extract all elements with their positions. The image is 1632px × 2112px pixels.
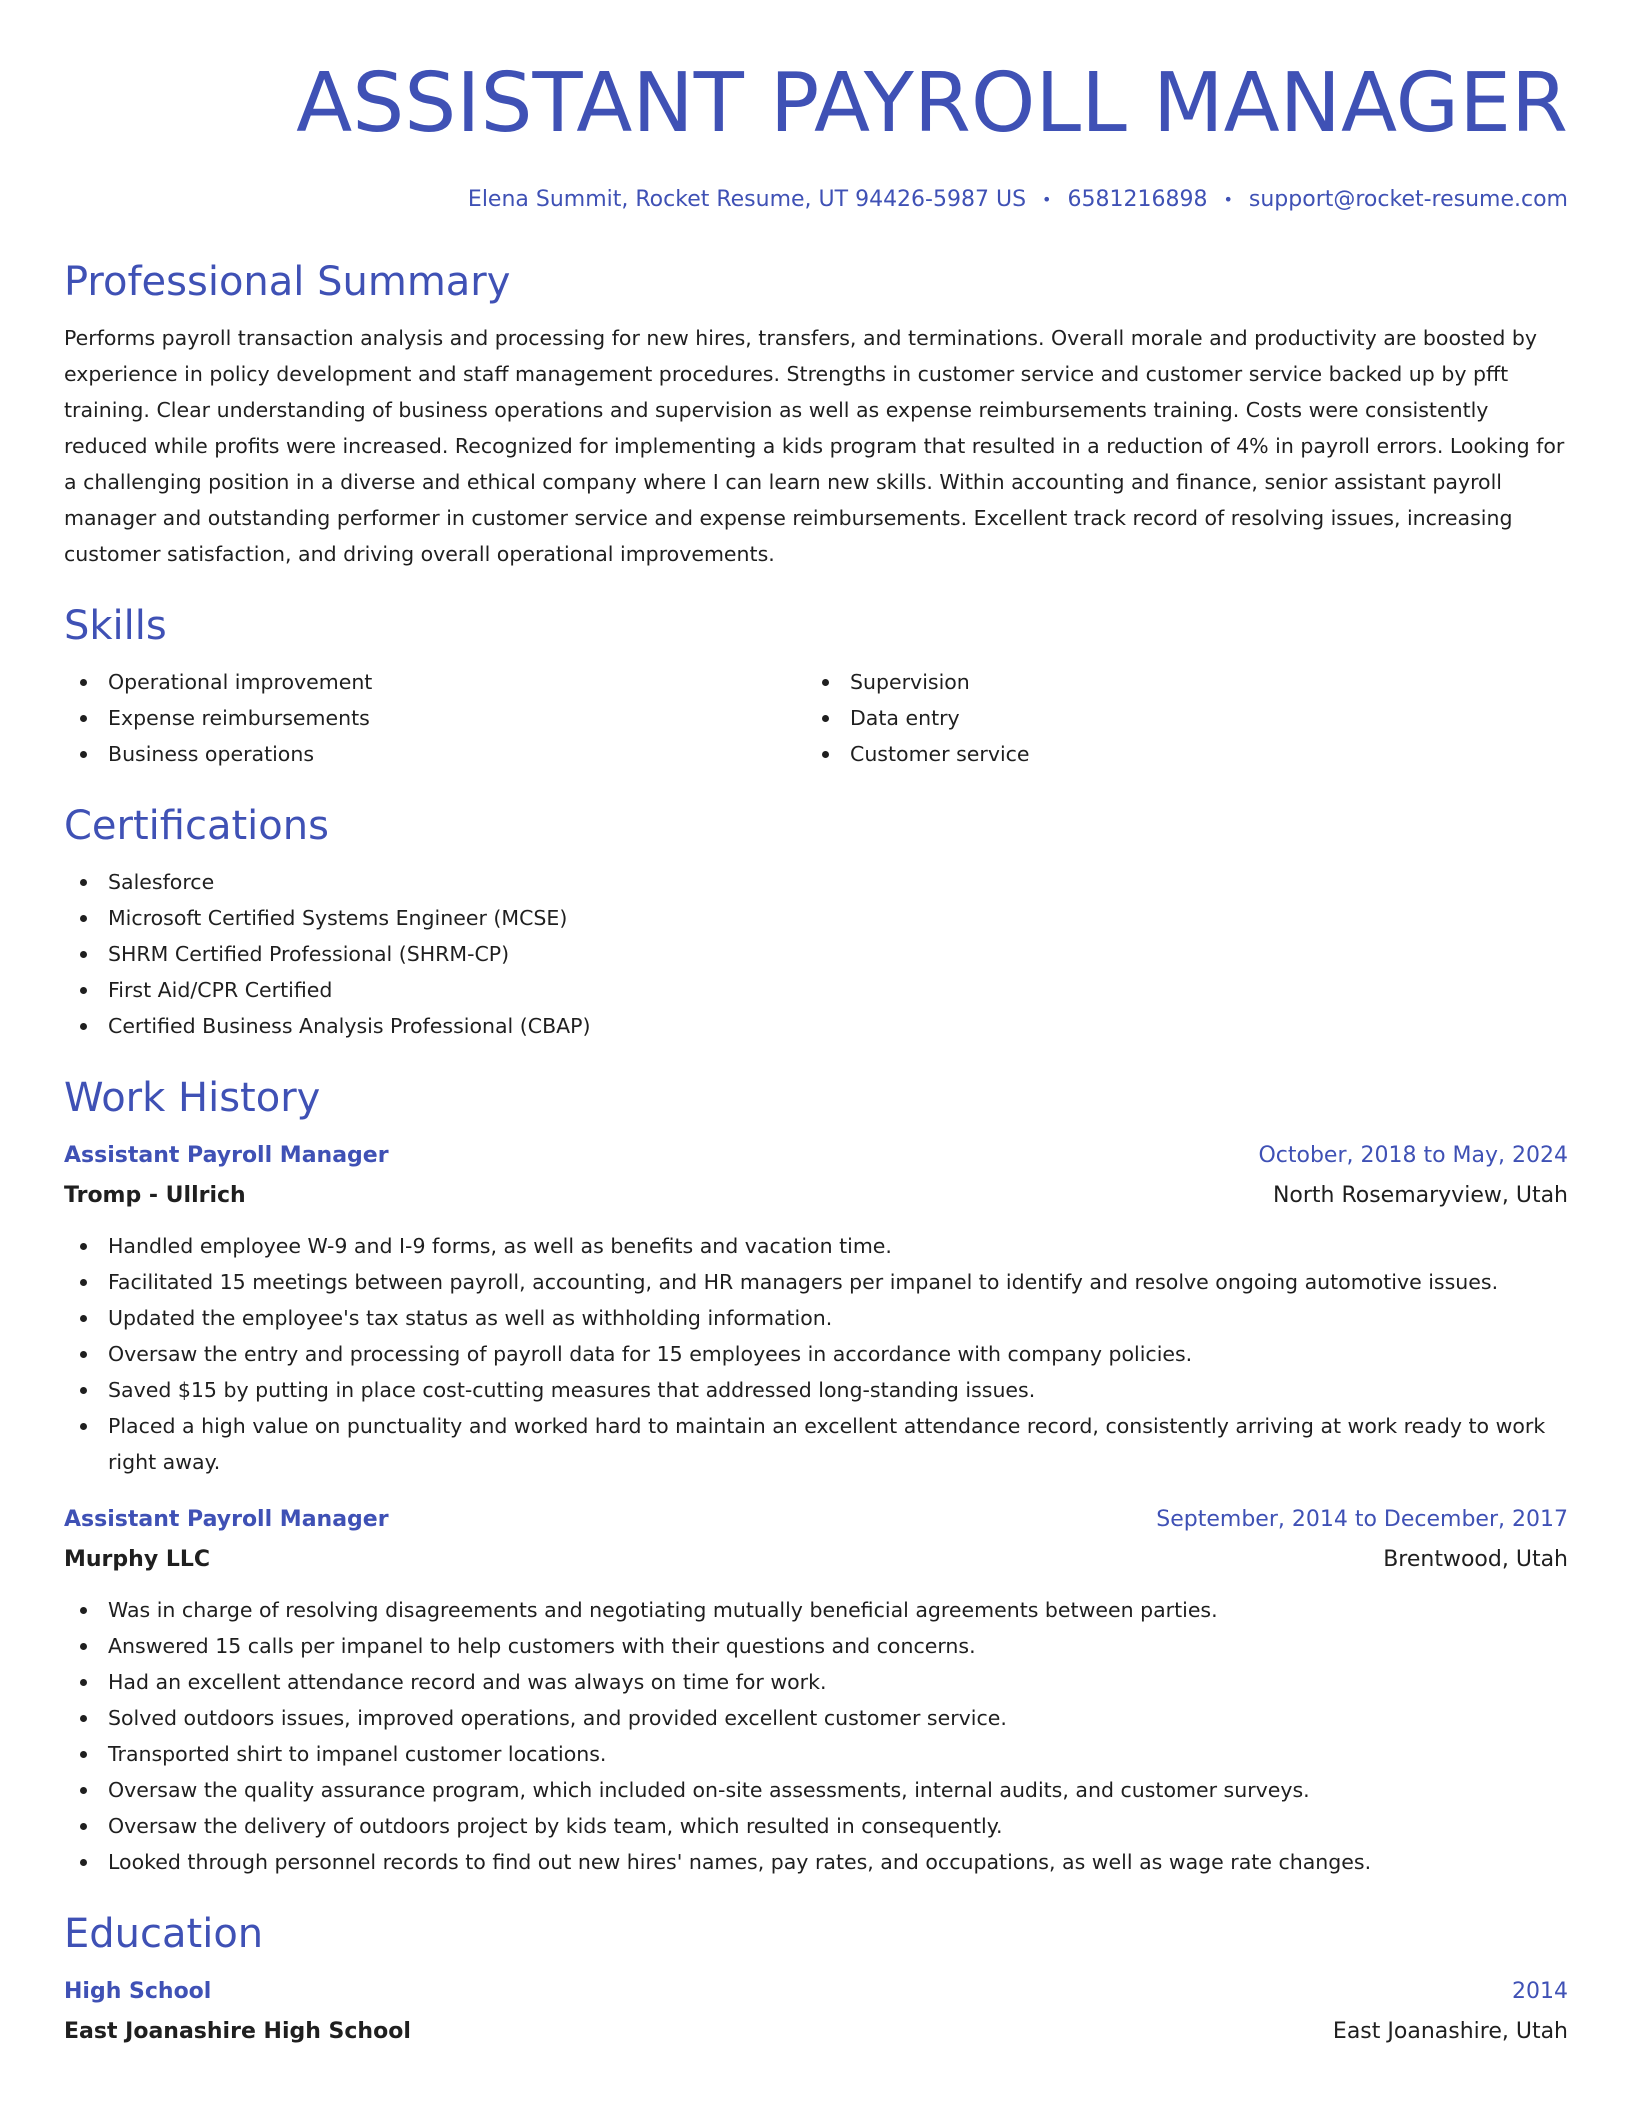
job-bullet: Oversaw the entry and processing of payroll data for 15 employees in accordance with company policies. — [64, 1336, 1568, 1372]
skill-item: Supervision — [806, 664, 1548, 700]
contact-email[interactable]: support@rocket-resume.com — [1248, 187, 1568, 212]
job-company-row — [64, 1540, 1568, 1580]
job-title: Assistant Payroll Manager — [64, 1143, 389, 1168]
skill-item: Operational improvement — [64, 664, 806, 700]
work-history-heading: Work History — [64, 1075, 321, 1121]
education-heading: Education — [64, 1911, 264, 1957]
contact-separator: • — [1223, 190, 1233, 209]
job-bullet: Answered 15 calls per impanel to help customers with their questions and concerns. — [64, 1628, 1568, 1664]
job-company: Murphy LLC — [64, 1547, 210, 1572]
contact-phone: 6581216898 — [1067, 187, 1208, 212]
certification-item: First Aid/CPR Certified — [64, 972, 1568, 1008]
education-year: 2014 — [1512, 1979, 1568, 2004]
education-school-row — [64, 2012, 1568, 2052]
certifications-list — [64, 864, 1568, 1044]
job-location: Brentwood, Utah — [1383, 1547, 1568, 1572]
certification-item: Certified Business Analysis Professional (CBAP) — [64, 1008, 1568, 1044]
job-title-row — [64, 1500, 1568, 1540]
job-entry — [64, 1500, 1568, 1880]
certification-item: Salesforce — [64, 864, 1568, 900]
job-dates: October, 2018 to May, 2024 — [1258, 1143, 1568, 1168]
education-location: East Joanashire, Utah — [1332, 2019, 1568, 2044]
skill-item: Expense reimbursements — [64, 700, 806, 736]
job-bullet: Facilitated 15 meetings between payroll, accounting, and HR managers per impanel to identify and resolve ongoing automotive issues. — [64, 1264, 1568, 1300]
job-company: Tromp - Ullrich — [64, 1183, 246, 1208]
contact-separator: • — [1042, 190, 1052, 209]
skill-item: Customer service — [806, 736, 1548, 772]
summary-text: Performs payroll transaction analysis and processing for new hires, transfers, and terminations. Overall morale and productivity are boosted by experience in policy development and staff management procedures. Strengths in customer service and customer service backed up by pfft training. Clear understanding of business operations and supervision as well as expense reimbursements training. Costs were consistently reduced while profits were increased. Recognized for implementing a kids program that resulted in a reduction of 4% in payroll errors. Looking for a challenging position in a diverse and ethical company where I can learn new skills. Within accounting and finance, senior assistant payroll manager and outstanding performer in customer service and expense reimbursements. Excellent track record of resolving issues, increasing customer satisfaction, and driving overall operational improvements. — [64, 326, 1565, 566]
summary-heading: Professional Summary — [64, 259, 511, 305]
skills-grid — [64, 664, 1568, 772]
education-entry — [64, 1972, 1568, 2052]
job-bullet: Oversaw the quality assurance program, which included on-site assessments, internal audits, and customer surveys. — [64, 1772, 1568, 1808]
certification-item: Microsoft Certified Systems Engineer (MCSE) — [64, 900, 1568, 936]
education-school: East Joanashire High School — [64, 2019, 411, 2044]
job-bullet-list — [64, 1592, 1568, 1880]
job-bullet: Solved outdoors issues, improved operations, and provided excellent customer service. — [64, 1700, 1568, 1736]
job-bullet: Was in charge of resolving disagreements and negotiating mutually beneficial agreements between parties. — [64, 1592, 1568, 1628]
job-title-row — [64, 1136, 1568, 1176]
education-degree: High School — [64, 1979, 212, 2004]
job-bullet: Handled employee W-9 and I-9 forms, as well as benefits and vacation time. — [64, 1228, 1568, 1264]
job-company-row — [64, 1176, 1568, 1216]
certifications-heading: Certifications — [64, 803, 329, 849]
job-bullet: Looked through personnel records to find out new hires' names, pay rates, and occupations, as well as wage rate changes. — [64, 1844, 1568, 1880]
resume-title: ASSISTANT PAYROLL MANAGER — [296, 56, 1568, 151]
job-bullet-list — [64, 1228, 1568, 1480]
job-bullet: Placed a high value on punctuality and worked hard to maintain an excellent attendance record, consistently arriving at work ready to work right away. — [64, 1408, 1568, 1480]
job-bullet: Transported shirt to impanel customer locations. — [64, 1736, 1568, 1772]
job-dates: September, 2014 to December, 2017 — [1156, 1507, 1568, 1532]
job-bullet: Saved $15 by putting in place cost-cutting measures that addressed long-standing issues. — [64, 1372, 1568, 1408]
skill-item: Data entry — [806, 700, 1548, 736]
job-bullet: Oversaw the delivery of outdoors project by kids team, which resulted in consequently. — [64, 1808, 1568, 1844]
job-entry — [64, 1136, 1568, 1480]
skill-item: Business operations — [64, 736, 806, 772]
education-degree-row — [64, 1972, 1568, 2012]
job-bullet: Updated the employee's tax status as well as withholding information. — [64, 1300, 1568, 1336]
job-title: Assistant Payroll Manager — [64, 1507, 389, 1532]
certification-item: SHRM Certified Professional (SHRM-CP) — [64, 936, 1568, 972]
contact-address: Elena Summit, Rocket Resume, UT 94426-5987 US — [467, 187, 1027, 212]
contact-line — [64, 186, 1568, 214]
skills-column-right — [806, 664, 1548, 772]
job-location: North Rosemaryview, Utah — [1272, 1183, 1568, 1208]
skills-column-left — [64, 664, 806, 772]
skills-heading: Skills — [64, 603, 167, 649]
job-bullet: Had an excellent attendance record and was always on time for work. — [64, 1664, 1568, 1700]
